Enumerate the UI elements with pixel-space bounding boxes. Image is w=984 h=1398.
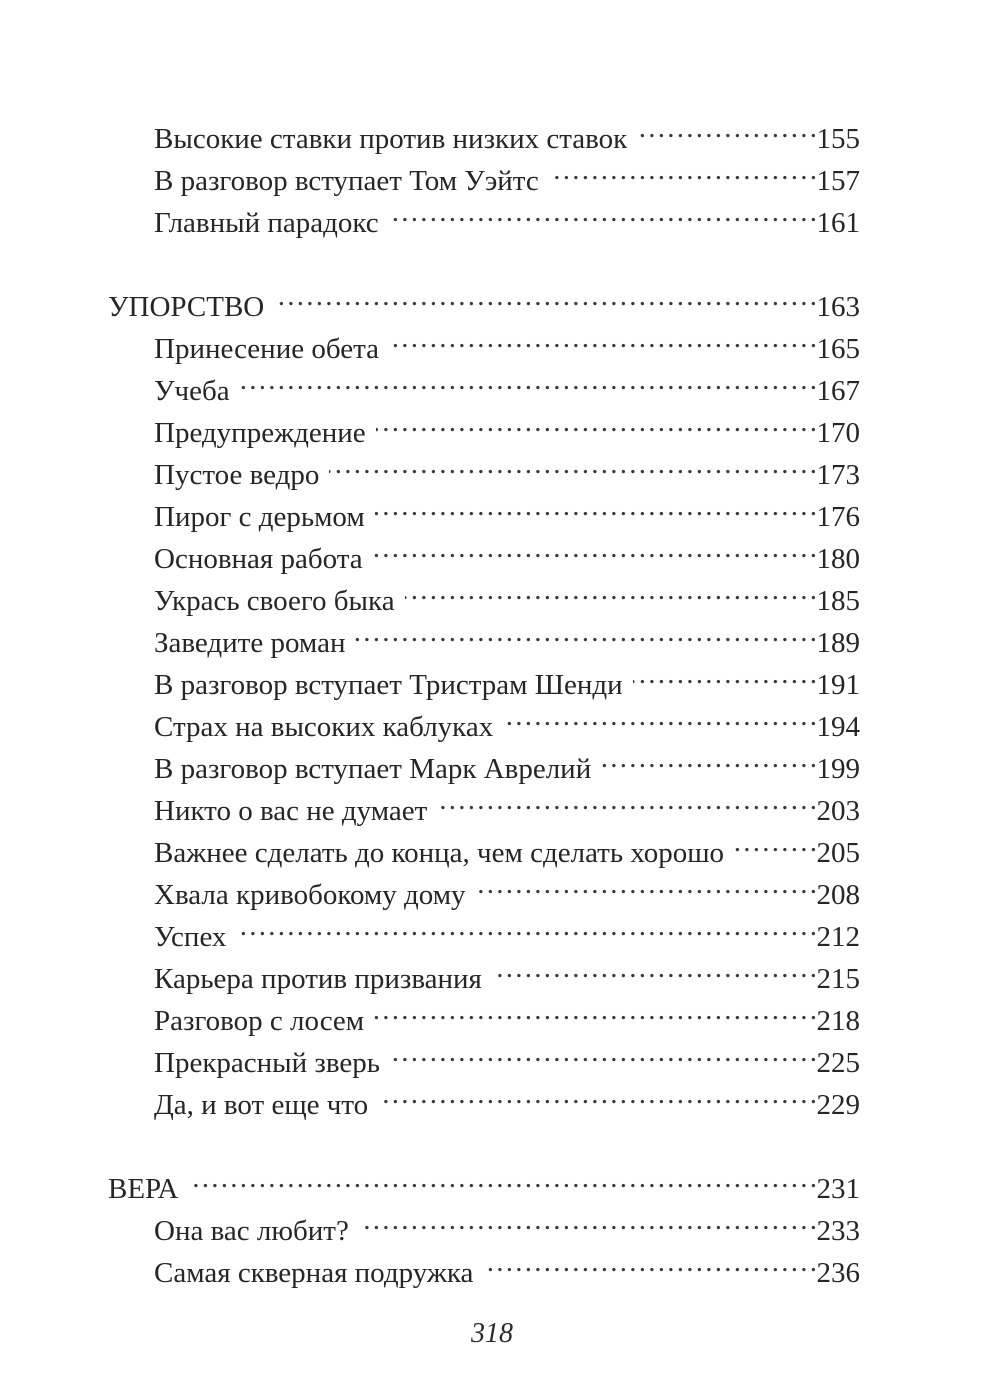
toc-entry-title: Высокие ставки против низких ставок xyxy=(154,123,628,155)
toc-entry-title: Важнее сделать до конца, чем сделать хорошо xyxy=(154,837,725,869)
toc-leader-dots xyxy=(492,948,815,988)
toc-entry-title: Пирог с дерьмом xyxy=(154,501,365,533)
toc-entry-title: Она вас любит? xyxy=(154,1215,349,1247)
page-number: 318 xyxy=(471,1318,513,1349)
toc-leader-dots xyxy=(389,318,815,358)
toc-entry xyxy=(154,696,860,743)
toc-entry xyxy=(154,108,860,155)
toc-entry-page: 165 xyxy=(816,333,860,365)
toc-entry xyxy=(154,780,860,827)
toc-entry-title: Да, и вот еще что xyxy=(154,1089,369,1121)
toc-section xyxy=(108,1158,860,1205)
toc-entry-page: 180 xyxy=(816,543,860,575)
toc-entry xyxy=(154,990,860,1037)
toc-entry xyxy=(154,822,860,869)
toc-entry xyxy=(154,738,860,785)
toc-section-page: 231 xyxy=(816,1173,860,1205)
toc-entry-title: Пустое ведро xyxy=(154,459,320,491)
toc-entry-page: 212 xyxy=(816,921,860,953)
toc-leader-dots xyxy=(355,612,814,652)
toc-entry xyxy=(154,1032,860,1079)
toc-entry-page: 229 xyxy=(816,1089,860,1121)
toc-entry-page: 185 xyxy=(816,585,860,617)
toc-entry-page: 199 xyxy=(816,753,860,785)
toc-entry-title: Разговор с лосем xyxy=(154,1005,365,1037)
toc-entry-page: 161 xyxy=(816,207,860,239)
toc-entry-page: 189 xyxy=(816,627,860,659)
toc-entry-title: В разговор вступает Тристрам Шенди xyxy=(154,669,623,701)
toc-entry-title: Успех xyxy=(154,921,227,953)
toc-leader-dots xyxy=(274,276,814,316)
toc-leader-dots xyxy=(476,864,815,904)
toc-leader-dots xyxy=(633,654,815,694)
toc-leader-dots xyxy=(734,822,814,862)
toc-leader-dots xyxy=(376,402,815,442)
toc-leader-dots xyxy=(601,738,814,778)
toc-entry-title: Учеба xyxy=(154,375,230,407)
toc-entry xyxy=(154,1242,860,1289)
toc-entry-page: 155 xyxy=(816,123,860,155)
toc-entry xyxy=(154,906,860,953)
toc-entry-title: В разговор вступает Том Уэйтс xyxy=(154,165,539,197)
toc-section xyxy=(108,276,860,323)
toc-leader-dots xyxy=(329,444,814,484)
toc-entry-title: Основная работа xyxy=(154,543,363,575)
toc-entry-title: Заведите роман xyxy=(154,627,346,659)
toc-entry-title: Главный парадокс xyxy=(154,207,379,239)
toc-entry xyxy=(154,654,860,701)
toc-entry-page: 203 xyxy=(816,795,860,827)
toc-entry xyxy=(154,150,860,197)
toc-leader-dots xyxy=(240,360,815,400)
toc-leader-dots xyxy=(405,570,815,610)
toc-entry-page: 215 xyxy=(816,963,860,995)
toc-leader-dots xyxy=(236,906,814,946)
toc-leader-dots xyxy=(637,108,814,148)
toc-leader-dots xyxy=(378,1074,814,1114)
toc-entry-title: Самая скверная подружка xyxy=(154,1257,474,1289)
toc-entry xyxy=(154,948,860,995)
toc-entry-title: Предупреждение xyxy=(154,417,366,449)
toc-entry-page: 173 xyxy=(816,459,860,491)
toc-entry xyxy=(154,402,860,449)
toc-entry xyxy=(154,192,860,239)
toc-entry-page: 170 xyxy=(816,417,860,449)
toc-leader-dots xyxy=(503,696,814,736)
toc-entry xyxy=(154,1200,860,1247)
toc-entry xyxy=(154,1074,860,1121)
toc-entry-title: Прекрасный зверь xyxy=(154,1047,380,1079)
toc-leader-dots xyxy=(437,780,814,820)
toc-entry-page: 157 xyxy=(816,165,860,197)
toc-leader-dots xyxy=(375,486,815,526)
toc-entry-title: В разговор вступает Марк Аврелий xyxy=(154,753,592,785)
toc-entry-page: 167 xyxy=(816,375,860,407)
toc-entry-page: 225 xyxy=(816,1047,860,1079)
toc-leader-dots xyxy=(373,528,815,568)
toc-leader-dots xyxy=(390,1032,815,1072)
toc-entry-title: Никто о вас не думает xyxy=(154,795,428,827)
toc-entry-page: 191 xyxy=(816,669,860,701)
toc-entry xyxy=(154,486,860,533)
toc-entry xyxy=(154,612,860,659)
toc-entry-title: Принесение обета xyxy=(154,333,379,365)
toc-entry-title: Хвала кривобокому дому xyxy=(154,879,466,911)
toc-entry xyxy=(154,318,860,365)
toc-entry-title: Страх на высоких каблуках xyxy=(154,711,494,743)
toc-leader-dots xyxy=(359,1200,815,1240)
toc-entry-page: 208 xyxy=(816,879,860,911)
toc-entry-title: Укрась своего быка xyxy=(154,585,395,617)
toc-entry-page: 218 xyxy=(816,1005,860,1037)
toc-leader-dots xyxy=(188,1158,814,1198)
toc-entry-page: 205 xyxy=(816,837,860,869)
toc-leader-dots xyxy=(549,150,815,190)
toc-entry-page: 233 xyxy=(816,1215,860,1247)
toc-entry xyxy=(154,570,860,617)
toc-entry xyxy=(154,864,860,911)
toc-leader-dots xyxy=(483,1242,814,1282)
toc-entry-page: 236 xyxy=(816,1257,860,1289)
toc-entry-title: Карьера против призвания xyxy=(154,963,482,995)
toc-leader-dots xyxy=(374,990,814,1030)
toc-entry xyxy=(154,528,860,575)
toc-section-title: ВЕРА xyxy=(108,1173,179,1205)
toc-entry xyxy=(154,360,860,407)
toc-section-page: 163 xyxy=(816,291,860,323)
toc-entry-page: 176 xyxy=(816,501,860,533)
toc-entry xyxy=(154,444,860,491)
toc-section-title: УПОРСТВО xyxy=(108,291,265,323)
toc-leader-dots xyxy=(389,192,815,232)
toc-entry-page: 194 xyxy=(816,711,860,743)
